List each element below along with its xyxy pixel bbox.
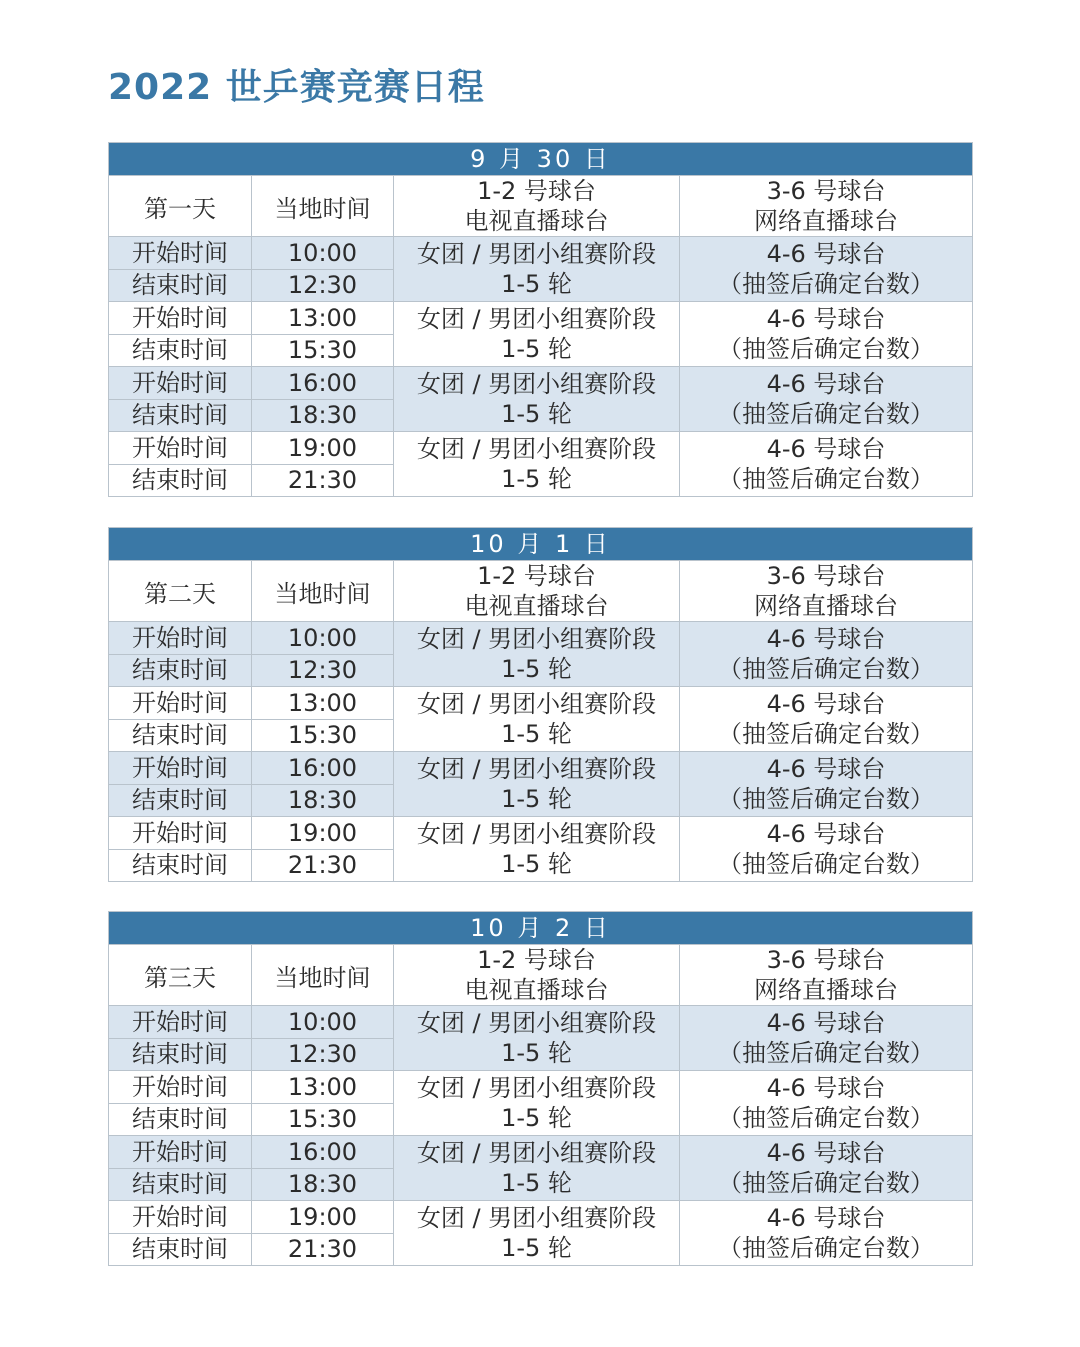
schedule-table-day-2 <box>108 527 973 882</box>
start-time-value: 16:00 <box>252 752 394 785</box>
tables-note: （抽签后确定台数） <box>718 785 934 813</box>
event-cell <box>394 687 680 752</box>
day-label: 第一天 <box>109 176 252 237</box>
tables-range: 4-6 号球台 <box>766 240 886 268</box>
end-time-label: 结束时间 <box>109 1168 252 1201</box>
end-time-label: 结束时间 <box>109 784 252 817</box>
tables-1-2-label: 1-2 号球台 <box>477 562 596 590</box>
day-label: 第二天 <box>109 561 252 622</box>
start-time-label: 开始时间 <box>109 1136 252 1169</box>
tables-range: 4-6 号球台 <box>766 305 886 333</box>
tables-cell <box>680 817 973 882</box>
date-header: 10 月 1 日 <box>109 528 973 561</box>
web-broadcast-label: 网络直播球台 <box>754 592 898 620</box>
event-name: 女团 / 男团小组赛阶段 <box>416 1204 657 1232</box>
event-round: 1-5 轮 <box>501 785 572 813</box>
event-name: 女团 / 男团小组赛阶段 <box>416 755 657 783</box>
session-block <box>109 302 973 367</box>
tables-cell <box>680 687 973 752</box>
event-cell <box>394 432 680 497</box>
tables-3-6-label: 3-6 号球台 <box>766 946 886 974</box>
end-time-label: 结束时间 <box>109 849 252 882</box>
tables-note: （抽签后确定台数） <box>718 850 934 878</box>
event-cell <box>394 622 680 687</box>
session-block <box>109 622 973 687</box>
tables-range: 4-6 号球台 <box>766 820 886 848</box>
tables-1-2-label: 1-2 号球台 <box>477 946 596 974</box>
end-time-value: 21:30 <box>252 1233 394 1266</box>
start-time-value: 13:00 <box>252 1071 394 1104</box>
event-name: 女团 / 男团小组赛阶段 <box>416 240 657 268</box>
event-round: 1-5 轮 <box>501 270 572 298</box>
start-time-value: 10:00 <box>252 622 394 655</box>
start-time-label: 开始时间 <box>109 1006 252 1039</box>
event-round: 1-5 轮 <box>501 850 572 878</box>
event-cell <box>394 1201 680 1266</box>
web-broadcast-label: 网络直播球台 <box>754 976 898 1004</box>
tables-cell <box>680 302 973 367</box>
tables-1-2-header <box>394 945 680 1006</box>
start-time-label: 开始时间 <box>109 1201 252 1234</box>
web-broadcast-label: 网络直播球台 <box>754 207 898 235</box>
end-time-label: 结束时间 <box>109 399 252 432</box>
tables-note: （抽签后确定台数） <box>718 720 934 748</box>
tables-note: （抽签后确定台数） <box>718 400 934 428</box>
start-time-value: 19:00 <box>252 432 394 465</box>
event-name: 女团 / 男团小组赛阶段 <box>416 1074 657 1102</box>
start-time-value: 16:00 <box>252 1136 394 1169</box>
session-block <box>109 752 973 817</box>
start-time-value: 10:00 <box>252 1006 394 1039</box>
event-round: 1-5 轮 <box>501 1169 572 1197</box>
session-block <box>109 1006 973 1071</box>
tables-cell <box>680 752 973 817</box>
event-round: 1-5 轮 <box>501 1104 572 1132</box>
session-block <box>109 687 973 752</box>
tables-range: 4-6 号球台 <box>766 625 886 653</box>
schedule-table-day-3 <box>108 911 973 1266</box>
end-time-value: 18:30 <box>252 784 394 817</box>
date-header: 10 月 2 日 <box>109 912 973 945</box>
event-name: 女团 / 男团小组赛阶段 <box>416 1139 657 1167</box>
event-cell <box>394 817 680 882</box>
tables-range: 4-6 号球台 <box>766 1139 886 1167</box>
tables-cell <box>680 237 973 302</box>
tables-1-2-label: 1-2 号球台 <box>477 177 596 205</box>
start-time-label: 开始时间 <box>109 367 252 400</box>
tables-range: 4-6 号球台 <box>766 1074 886 1102</box>
start-time-value: 10:00 <box>252 237 394 270</box>
tables-range: 4-6 号球台 <box>766 1009 886 1037</box>
session-block <box>109 432 973 497</box>
end-time-value: 12:30 <box>252 654 394 687</box>
end-time-value: 12:30 <box>252 269 394 302</box>
session-block <box>109 1136 973 1201</box>
tables-cell <box>680 1006 973 1071</box>
end-time-value: 21:30 <box>252 464 394 497</box>
tables-note: （抽签后确定台数） <box>718 1039 934 1067</box>
start-time-label: 开始时间 <box>109 1071 252 1104</box>
end-time-value: 15:30 <box>252 1103 394 1136</box>
event-cell <box>394 367 680 432</box>
page-title: 2022 世乒赛竞赛日程 <box>108 67 485 108</box>
start-time-value: 19:00 <box>252 1201 394 1234</box>
tables-3-6-header <box>680 945 973 1006</box>
tables-3-6-header <box>680 176 973 237</box>
event-name: 女团 / 男团小组赛阶段 <box>416 370 657 398</box>
start-time-value: 13:00 <box>252 302 394 335</box>
event-cell <box>394 1006 680 1071</box>
end-time-label: 结束时间 <box>109 1233 252 1266</box>
tables-cell <box>680 1136 973 1201</box>
local-time-header: 当地时间 <box>252 561 394 622</box>
event-name: 女团 / 男团小组赛阶段 <box>416 305 657 333</box>
end-time-label: 结束时间 <box>109 1038 252 1071</box>
session-block <box>109 1201 973 1266</box>
end-time-value: 12:30 <box>252 1038 394 1071</box>
event-round: 1-5 轮 <box>501 400 572 428</box>
event-round: 1-5 轮 <box>501 720 572 748</box>
end-time-label: 结束时间 <box>109 334 252 367</box>
tables-range: 4-6 号球台 <box>766 370 886 398</box>
start-time-label: 开始时间 <box>109 302 252 335</box>
tables-range: 4-6 号球台 <box>766 435 886 463</box>
event-name: 女团 / 男团小组赛阶段 <box>416 690 657 718</box>
end-time-value: 21:30 <box>252 849 394 882</box>
tables-note: （抽签后确定台数） <box>718 335 934 363</box>
end-time-label: 结束时间 <box>109 269 252 302</box>
end-time-label: 结束时间 <box>109 654 252 687</box>
event-cell <box>394 1071 680 1136</box>
tables-cell <box>680 432 973 497</box>
tables-cell <box>680 622 973 687</box>
start-time-label: 开始时间 <box>109 622 252 655</box>
tv-broadcast-label: 电视直播球台 <box>464 207 609 235</box>
start-time-label: 开始时间 <box>109 237 252 270</box>
tables-cell <box>680 367 973 432</box>
start-time-value: 19:00 <box>252 817 394 850</box>
session-block <box>109 237 973 302</box>
tables-range: 4-6 号球台 <box>766 755 886 783</box>
tv-broadcast-label: 电视直播球台 <box>464 592 609 620</box>
event-cell <box>394 237 680 302</box>
start-time-value: 16:00 <box>252 367 394 400</box>
tables-range: 4-6 号球台 <box>766 1204 886 1232</box>
tables-3-6-label: 3-6 号球台 <box>766 562 886 590</box>
tables-note: （抽签后确定台数） <box>718 270 934 298</box>
start-time-value: 13:00 <box>252 687 394 720</box>
event-cell <box>394 1136 680 1201</box>
local-time-header: 当地时间 <box>252 176 394 237</box>
tables-note: （抽签后确定台数） <box>718 1104 934 1132</box>
tables-3-6-label: 3-6 号球台 <box>766 177 886 205</box>
tables-range: 4-6 号球台 <box>766 690 886 718</box>
tv-broadcast-label: 电视直播球台 <box>464 976 609 1004</box>
tables-cell <box>680 1071 973 1136</box>
tables-1-2-header <box>394 561 680 622</box>
event-cell <box>394 302 680 367</box>
event-name: 女团 / 男团小组赛阶段 <box>416 1009 657 1037</box>
session-block <box>109 367 973 432</box>
tables-note: （抽签后确定台数） <box>718 1234 934 1262</box>
end-time-value: 15:30 <box>252 334 394 367</box>
day-label: 第三天 <box>109 945 252 1006</box>
event-name: 女团 / 男团小组赛阶段 <box>416 820 657 848</box>
event-name: 女团 / 男团小组赛阶段 <box>416 625 657 653</box>
tables-3-6-header <box>680 561 973 622</box>
start-time-label: 开始时间 <box>109 687 252 720</box>
start-time-label: 开始时间 <box>109 432 252 465</box>
session-block <box>109 1071 973 1136</box>
event-round: 1-5 轮 <box>501 335 572 363</box>
event-name: 女团 / 男团小组赛阶段 <box>416 435 657 463</box>
event-round: 1-5 轮 <box>501 465 572 493</box>
tables-cell <box>680 1201 973 1266</box>
date-header: 9 月 30 日 <box>109 143 973 176</box>
session-block <box>109 817 973 882</box>
event-round: 1-5 轮 <box>501 1039 572 1067</box>
end-time-label: 结束时间 <box>109 464 252 497</box>
end-time-value: 18:30 <box>252 399 394 432</box>
tables-note: （抽签后确定台数） <box>718 655 934 683</box>
event-round: 1-5 轮 <box>501 1234 572 1262</box>
tables-note: （抽签后确定台数） <box>718 1169 934 1197</box>
tables-note: （抽签后确定台数） <box>718 465 934 493</box>
schedule-table-day-1 <box>108 142 973 497</box>
end-time-value: 18:30 <box>252 1168 394 1201</box>
end-time-label: 结束时间 <box>109 1103 252 1136</box>
event-cell <box>394 752 680 817</box>
local-time-header: 当地时间 <box>252 945 394 1006</box>
start-time-label: 开始时间 <box>109 752 252 785</box>
end-time-value: 15:30 <box>252 719 394 752</box>
event-round: 1-5 轮 <box>501 655 572 683</box>
start-time-label: 开始时间 <box>109 817 252 850</box>
tables-1-2-header <box>394 176 680 237</box>
end-time-label: 结束时间 <box>109 719 252 752</box>
